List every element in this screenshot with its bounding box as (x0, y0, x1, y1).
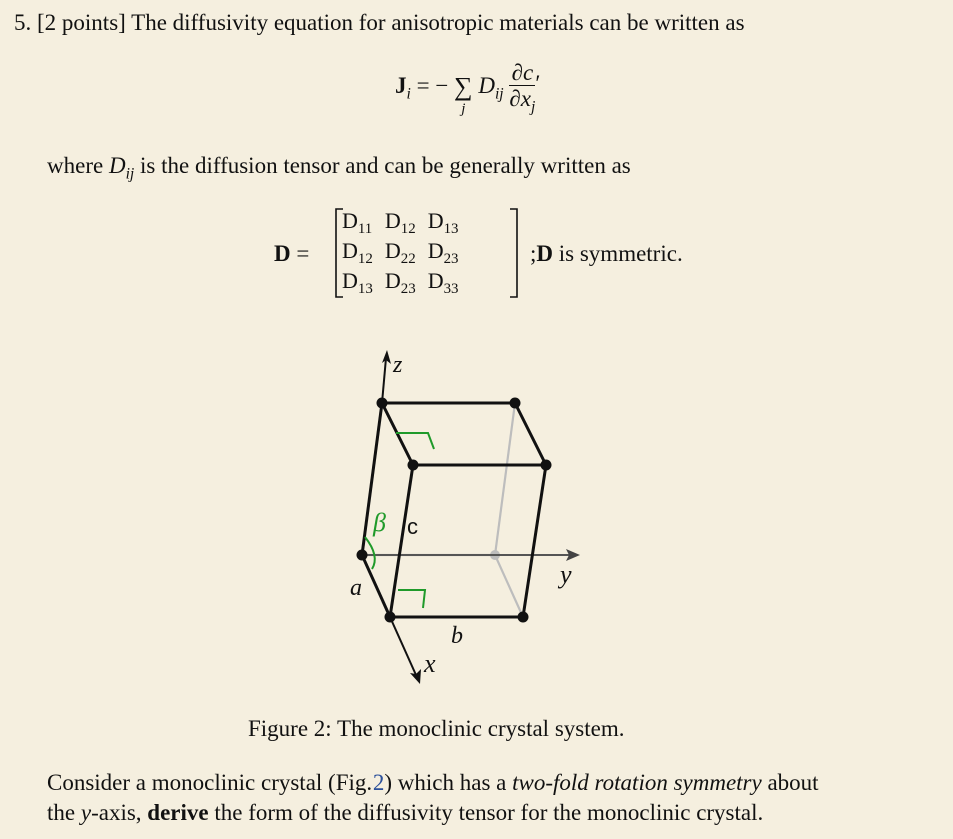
z-axis-label: z (393, 352, 403, 378)
symmetric-D: D (536, 241, 554, 266)
z-axis (382, 358, 386, 403)
hidden-edge (495, 403, 515, 555)
symmetric-text: is symmetric. (558, 241, 683, 266)
problem-number: 5. (14, 10, 32, 35)
question-line-1 (47, 770, 819, 796)
where-D-sub: ij (125, 165, 135, 183)
question-text: about (767, 770, 819, 795)
symmetric-note (530, 241, 683, 267)
vertex (518, 612, 529, 623)
fraction-denominator: $\partial x_j$ (509, 86, 536, 116)
beta-angle-label: β (373, 508, 386, 537)
question-text: the (47, 800, 76, 825)
matrix-row (336, 266, 465, 296)
question-line-2 (47, 800, 763, 826)
matrix-cell: $D_{13}$ (427, 208, 459, 238)
matrix-row (336, 206, 465, 236)
equals-minus: = − (416, 72, 449, 98)
monoclinic-crystal-figure (330, 345, 600, 690)
matrix-lhs (274, 241, 309, 267)
partial-fraction (509, 60, 536, 116)
equation-trail: ′ (535, 71, 541, 97)
matrix-row (336, 236, 465, 266)
question-text: the form of the diffusivity tensor for the monoclinic crystal. (214, 800, 764, 825)
edge (362, 555, 390, 617)
vertex (408, 460, 419, 471)
where-D: D (108, 153, 126, 178)
hidden-edge (495, 555, 523, 617)
x-axis-arrowhead (410, 669, 421, 684)
figure-caption: Figure 2: The monoclinic crystal system. (248, 716, 625, 741)
vertex (385, 612, 396, 623)
matrix-cell: $D_{11}$ (342, 208, 373, 238)
y-axis-label: y (560, 560, 572, 589)
c-edge-label: c (407, 514, 418, 539)
a-edge-label: a (350, 575, 362, 601)
matrix-D: D (274, 241, 291, 266)
matrix-equals: = (296, 241, 310, 266)
flux-subscript: i (406, 85, 411, 103)
right-angle-marker-bottom (398, 590, 425, 608)
where-pre: where (47, 153, 104, 178)
matrix-cell: $D_{23}$ (384, 268, 416, 298)
vertex (377, 398, 388, 409)
vertex (541, 460, 552, 471)
matrix-cell: $D_{33}$ (427, 268, 459, 298)
problem-intro: The diffusivity equation for anisotropic materials can be written as (131, 10, 745, 35)
question-text: -axis, (91, 800, 142, 825)
diffusion-subscript: ij (494, 85, 504, 103)
x-axis-label: x (424, 649, 436, 678)
diffusion-matrix (336, 206, 465, 296)
question-text: ) which has a (384, 770, 507, 795)
edge (523, 465, 546, 617)
question-text: Consider a monoclinic crystal (Fig. (47, 770, 373, 795)
edge (515, 403, 546, 465)
vertex (510, 398, 521, 409)
question-axis: y (80, 800, 92, 825)
figure-reference-link[interactable]: 2 (372, 770, 385, 795)
sum-index: j (461, 100, 466, 117)
diffusivity-equation (395, 60, 540, 135)
fraction-numerator: ∂c (509, 60, 535, 86)
where-post: is the diffusion tensor and can be generally written as (140, 153, 631, 178)
flux-symbol: J (395, 72, 407, 98)
diffusion-coefficient: D (478, 72, 495, 98)
sum-symbol: ∑ (454, 71, 473, 101)
semicolon: ; (530, 241, 537, 266)
question-derive: derive (147, 800, 209, 825)
matrix-cell: $D_{22}$ (384, 238, 416, 268)
edge (390, 465, 413, 617)
matrix-cell: $D_{12}$ (342, 238, 373, 268)
matrix-cell: $D_{12}$ (384, 208, 416, 238)
matrix-cell: $D_{13}$ (342, 268, 373, 298)
matrix-cell: $D_{23}$ (427, 238, 459, 268)
x-axis (390, 617, 416, 675)
question-emphasis: two-fold rotation symmetry (512, 770, 762, 795)
problem-points: [2 points] (37, 10, 126, 35)
where-line (47, 153, 631, 183)
vertex (357, 550, 368, 561)
b-edge-label: b (451, 623, 463, 649)
problem-intro-line (14, 10, 745, 36)
